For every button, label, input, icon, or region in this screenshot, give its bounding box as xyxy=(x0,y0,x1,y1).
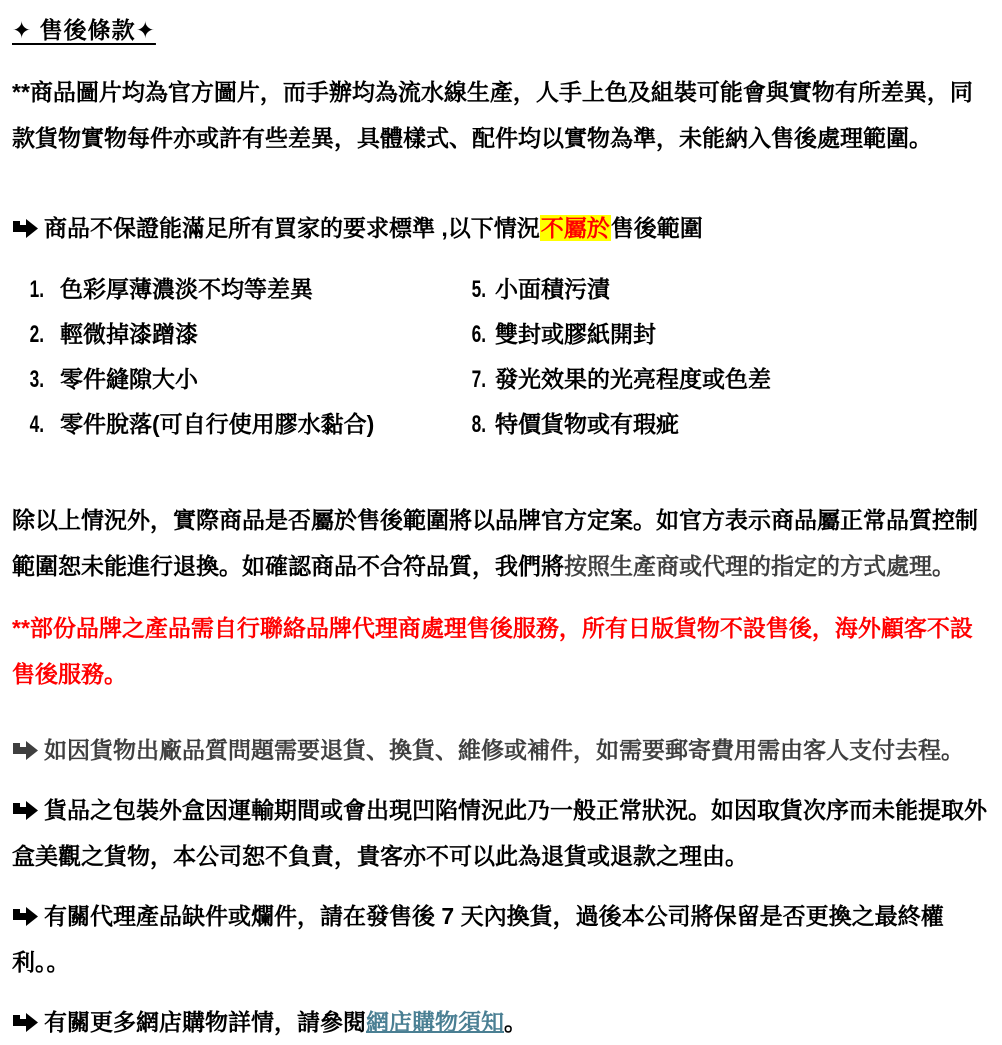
item-number: 2. xyxy=(29,321,44,348)
exclusion-list xyxy=(12,267,990,447)
list-item xyxy=(464,312,990,357)
list-item xyxy=(12,312,464,357)
point-replacement-text: 有關代理產品缺件或爛件，請在發售後 7 天內換貨，過後本公司將保留是否更換之最終權利。。 xyxy=(12,903,944,975)
red-warning-text: **部份品牌之產品需自行聯絡品牌代理商處理售後服務，所有日版貨物不設售後，海外顧客不設售後服務。 xyxy=(12,615,973,687)
exclusion-column-left xyxy=(12,267,464,447)
list-item xyxy=(464,357,990,402)
arrow-icon xyxy=(12,800,39,821)
point-replacement xyxy=(12,893,990,985)
item-number: 1. xyxy=(29,276,44,303)
list-item xyxy=(12,267,464,312)
point-shipping-text: 如因貨物出廠品質問題需要退貨、換貨、維修或補件，如需要郵寄費用需由客人支付去程。 xyxy=(44,737,964,763)
intro-text: **商品圖片均為官方圖片，而手辦均為流水線生產，人手上色及組裝可能會與實物有所差異，同款貨物實物每件亦或許有些差異，具體樣式、配件均以實物為準，未能納入售後處理範圍。 xyxy=(12,79,973,151)
exclusion-column-right xyxy=(464,267,990,447)
item-text: 雙封或膠紙開封 xyxy=(495,321,656,347)
item-text: 特價貨物或有瑕疵 xyxy=(495,411,679,437)
decision-gray-text: 按照生產商或代理的指定的方式處理。 xyxy=(564,553,955,579)
item-number: 4. xyxy=(29,411,44,438)
notice-prefix: 商品不保證能滿足所有買家的要求標準 ,以下情況 xyxy=(44,215,540,241)
item-text: 色彩厚薄濃淡不均等差異 xyxy=(60,276,313,302)
red-warning-paragraph xyxy=(12,605,990,697)
list-item xyxy=(464,402,990,447)
point-shipping-cost xyxy=(12,727,990,773)
arrow-icon xyxy=(12,740,39,761)
item-number: 5. xyxy=(471,276,486,303)
item-number: 8. xyxy=(471,411,486,438)
item-text: 零件縫隙大小 xyxy=(60,366,198,392)
list-item xyxy=(12,402,464,447)
list-item xyxy=(464,267,990,312)
decision-paragraph xyxy=(12,497,990,589)
item-text: 輕微掉漆蹭漆 xyxy=(60,321,198,347)
intro-paragraph xyxy=(12,69,990,161)
arrow-icon xyxy=(12,1012,39,1033)
item-number: 7. xyxy=(471,366,486,393)
item-text: 小面積污漬 xyxy=(495,276,610,302)
point-packaging-text: 貨品之包裝外盒因運輸期間或會出現凹陷情況此乃一般正常狀況。如因取貨次序而未能提取外盒美觀之貨物，本公司恕不負責，貴客亦不可以此為退貨或退款之理由。 xyxy=(12,797,987,869)
point-packaging xyxy=(12,787,990,879)
item-number: 3. xyxy=(29,366,44,393)
arrow-icon xyxy=(12,906,39,927)
item-number: 6. xyxy=(471,321,486,348)
item-text: 發光效果的光亮程度或色差 xyxy=(495,366,771,392)
decision-main-text: 除以上情況外，實際商品是否屬於售後範圍將以品牌官方定案。如官方表示商品屬正常品質控制範圍恕未能進行退換。如確認商品不合符品質，我們將 xyxy=(12,507,978,579)
list-item xyxy=(12,357,464,402)
point-more-suffix: 。 xyxy=(504,1009,527,1035)
shopping-guide-link[interactable]: 網店購物須知 xyxy=(366,1009,504,1035)
page-title: ✦ 售後條款✦ xyxy=(12,17,156,43)
point-more-info xyxy=(12,999,990,1045)
item-text: 零件脫落(可自行使用膠水黏合) xyxy=(60,411,375,437)
arrow-icon xyxy=(12,218,39,239)
notice-suffix: 售後範圍 xyxy=(610,215,703,241)
point-more-prefix: 有關更多網店購物詳情，請參閱 xyxy=(44,1009,366,1035)
notice-line xyxy=(12,205,990,251)
highlighted-exclusion-text: 不屬於 xyxy=(540,215,610,241)
